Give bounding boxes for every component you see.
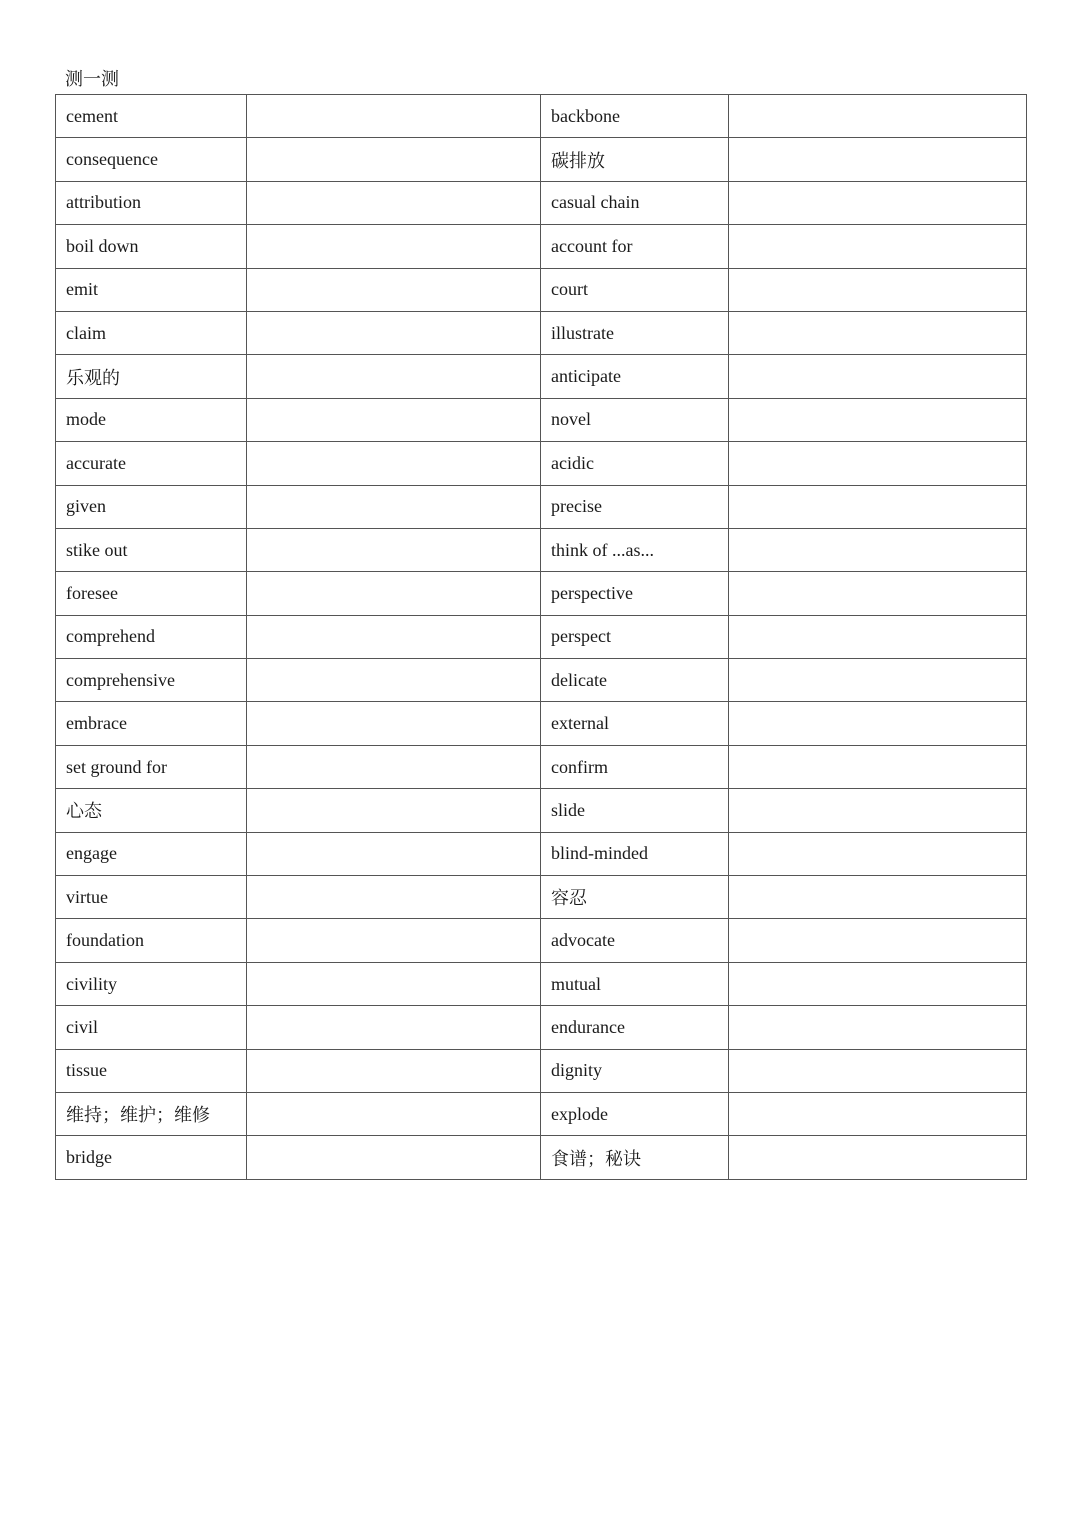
term-cell-right: blind-minded: [541, 832, 729, 875]
answer-cell-right[interactable]: [729, 876, 1027, 919]
table-row: [56, 832, 1027, 875]
answer-cell-right[interactable]: [729, 615, 1027, 658]
term-cell-left: embrace: [56, 702, 247, 745]
term-cell-right: 食谱；秘诀: [541, 1136, 729, 1179]
term-cell-left: civility: [56, 962, 247, 1005]
answer-cell-right[interactable]: [729, 138, 1027, 181]
answer-cell-left[interactable]: [247, 919, 541, 962]
term-cell-right: mutual: [541, 962, 729, 1005]
term-cell-left: comprehend: [56, 615, 247, 658]
answer-cell-left[interactable]: [247, 789, 541, 832]
term-cell-left: 心态: [56, 789, 247, 832]
table-row: [56, 1136, 1027, 1179]
answer-cell-left[interactable]: [247, 572, 541, 615]
term-cell-left: stike out: [56, 528, 247, 571]
table-row: [56, 919, 1027, 962]
table-row: [56, 745, 1027, 788]
table-row: [56, 1092, 1027, 1135]
answer-cell-right[interactable]: [729, 225, 1027, 268]
answer-cell-right[interactable]: [729, 832, 1027, 875]
table-row: [56, 702, 1027, 745]
table-row: [56, 442, 1027, 485]
table-row: [56, 615, 1027, 658]
answer-cell-right[interactable]: [729, 95, 1027, 138]
term-cell-left: 维持；维护；维修: [56, 1092, 247, 1135]
answer-cell-left[interactable]: [247, 615, 541, 658]
term-cell-right: 容忍: [541, 876, 729, 919]
table-row: [56, 268, 1027, 311]
term-cell-left: cement: [56, 95, 247, 138]
term-cell-left: mode: [56, 398, 247, 441]
table-row: [56, 659, 1027, 702]
table-row: [56, 398, 1027, 441]
answer-cell-right[interactable]: [729, 485, 1027, 528]
term-cell-right: novel: [541, 398, 729, 441]
answer-cell-right[interactable]: [729, 789, 1027, 832]
answer-cell-left[interactable]: [247, 181, 541, 224]
term-cell-right: external: [541, 702, 729, 745]
answer-cell-right[interactable]: [729, 919, 1027, 962]
term-cell-right: 碳排放: [541, 138, 729, 181]
term-cell-left: attribution: [56, 181, 247, 224]
answer-cell-right[interactable]: [729, 659, 1027, 702]
answer-cell-left[interactable]: [247, 832, 541, 875]
term-cell-left: civil: [56, 1006, 247, 1049]
answer-cell-right[interactable]: [729, 745, 1027, 788]
answer-cell-right[interactable]: [729, 442, 1027, 485]
table-row: [56, 876, 1027, 919]
term-cell-right: backbone: [541, 95, 729, 138]
answer-cell-right[interactable]: [729, 572, 1027, 615]
table-row: [56, 1049, 1027, 1092]
term-cell-left: emit: [56, 268, 247, 311]
answer-cell-left[interactable]: [247, 398, 541, 441]
table-row: [56, 789, 1027, 832]
term-cell-left: claim: [56, 311, 247, 354]
table-row: [56, 962, 1027, 1005]
table-row: [56, 572, 1027, 615]
answer-cell-right[interactable]: [729, 355, 1027, 398]
term-cell-right: delicate: [541, 659, 729, 702]
answer-cell-left[interactable]: [247, 876, 541, 919]
term-cell-left: tissue: [56, 1049, 247, 1092]
term-cell-right: precise: [541, 485, 729, 528]
term-cell-right: court: [541, 268, 729, 311]
term-cell-right: slide: [541, 789, 729, 832]
answer-cell-left[interactable]: [247, 355, 541, 398]
answer-cell-left[interactable]: [247, 1136, 541, 1179]
answer-cell-right[interactable]: [729, 1006, 1027, 1049]
term-cell-right: perspect: [541, 615, 729, 658]
answer-cell-left[interactable]: [247, 138, 541, 181]
answer-cell-left[interactable]: [247, 442, 541, 485]
table-row: [56, 181, 1027, 224]
answer-cell-left[interactable]: [247, 225, 541, 268]
term-cell-left: set ground for: [56, 745, 247, 788]
answer-cell-left[interactable]: [247, 702, 541, 745]
answer-cell-left[interactable]: [247, 1092, 541, 1135]
answer-cell-right[interactable]: [729, 1092, 1027, 1135]
answer-cell-right[interactable]: [729, 702, 1027, 745]
answer-cell-right[interactable]: [729, 528, 1027, 571]
term-cell-right: anticipate: [541, 355, 729, 398]
answer-cell-right[interactable]: [729, 1136, 1027, 1179]
answer-cell-right[interactable]: [729, 1049, 1027, 1092]
answer-cell-left[interactable]: [247, 1049, 541, 1092]
term-cell-right: endurance: [541, 1006, 729, 1049]
term-cell-left: consequence: [56, 138, 247, 181]
answer-cell-left[interactable]: [247, 311, 541, 354]
table-row: [56, 138, 1027, 181]
table-row: [56, 355, 1027, 398]
term-cell-right: advocate: [541, 919, 729, 962]
term-cell-left: comprehensive: [56, 659, 247, 702]
term-cell-left: accurate: [56, 442, 247, 485]
page-title: 测一测: [65, 69, 119, 89]
answer-cell-right[interactable]: [729, 398, 1027, 441]
vocab-table: [55, 94, 1027, 1180]
answer-cell-left[interactable]: [247, 528, 541, 571]
table-row: [56, 225, 1027, 268]
answer-cell-right[interactable]: [729, 311, 1027, 354]
term-cell-right: perspective: [541, 572, 729, 615]
term-cell-right: illustrate: [541, 311, 729, 354]
answer-cell-left[interactable]: [247, 745, 541, 788]
term-cell-right: acidic: [541, 442, 729, 485]
vocab-table-body: [56, 95, 1027, 1180]
answer-cell-left[interactable]: [247, 485, 541, 528]
term-cell-left: foresee: [56, 572, 247, 615]
term-cell-left: foundation: [56, 919, 247, 962]
term-cell-left: virtue: [56, 876, 247, 919]
answer-cell-right[interactable]: [729, 268, 1027, 311]
term-cell-right: think of ...as...: [541, 528, 729, 571]
answer-cell-left[interactable]: [247, 95, 541, 138]
table-row: [56, 95, 1027, 138]
term-cell-right: explode: [541, 1092, 729, 1135]
term-cell-right: account for: [541, 225, 729, 268]
term-cell-left: boil down: [56, 225, 247, 268]
table-row: [56, 1006, 1027, 1049]
answer-cell-right[interactable]: [729, 181, 1027, 224]
term-cell-left: bridge: [56, 1136, 247, 1179]
answer-cell-left[interactable]: [247, 659, 541, 702]
table-row: [56, 311, 1027, 354]
term-cell-left: given: [56, 485, 247, 528]
term-cell-right: dignity: [541, 1049, 729, 1092]
term-cell-left: engage: [56, 832, 247, 875]
term-cell-left: 乐观的: [56, 355, 247, 398]
answer-cell-left[interactable]: [247, 268, 541, 311]
table-row: [56, 528, 1027, 571]
answer-cell-right[interactable]: [729, 962, 1027, 1005]
term-cell-right: confirm: [541, 745, 729, 788]
answer-cell-left[interactable]: [247, 962, 541, 1005]
table-row: [56, 485, 1027, 528]
answer-cell-left[interactable]: [247, 1006, 541, 1049]
term-cell-right: casual chain: [541, 181, 729, 224]
